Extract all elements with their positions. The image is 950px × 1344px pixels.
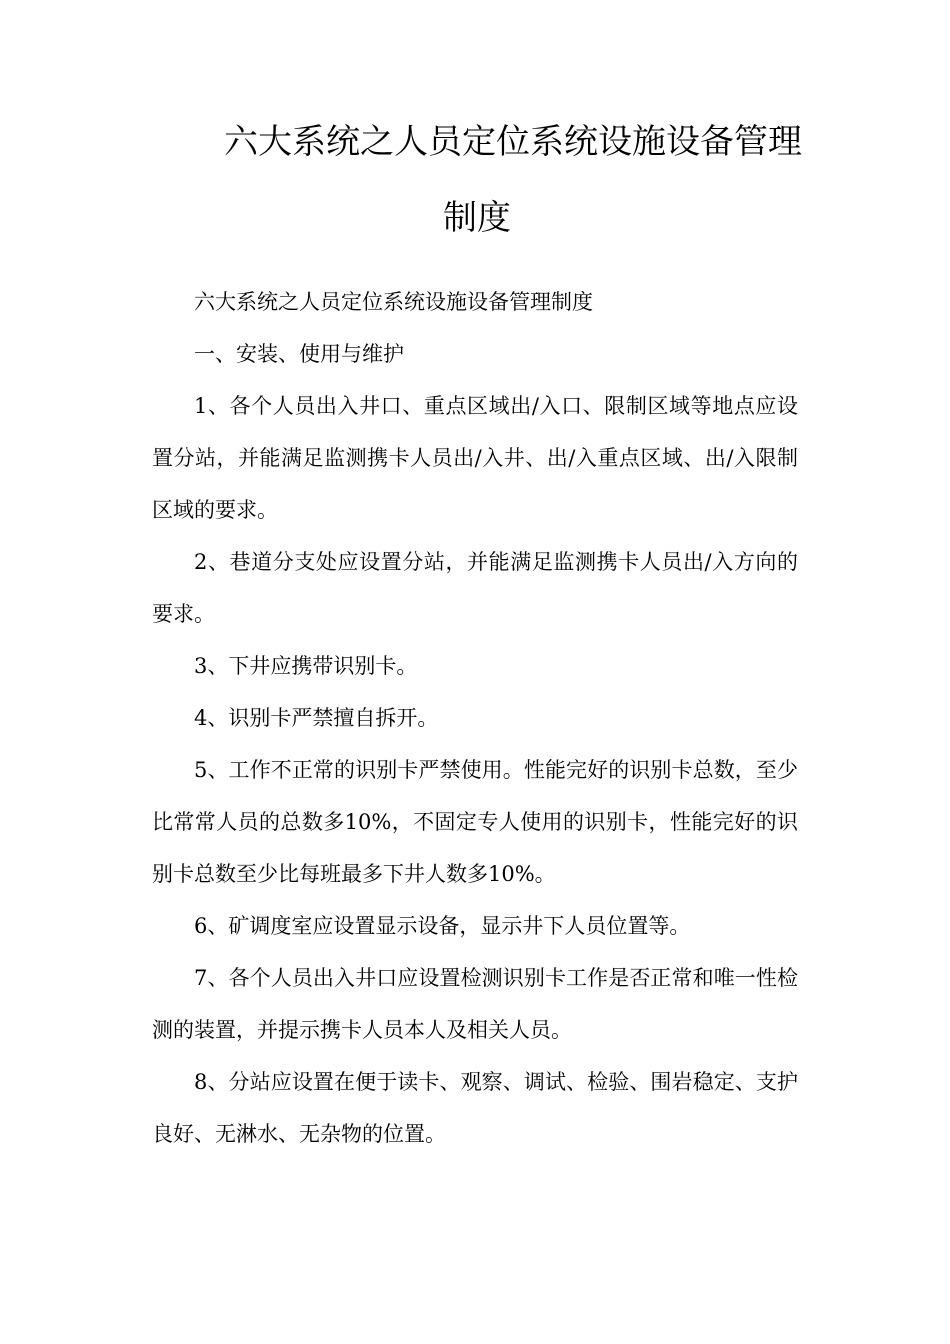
paragraph-item-6: 6、矿调度室应设置显示设备，显示井下人员位置等。 (194, 914, 691, 938)
section-heading: 一、安装、使用与维护 (194, 342, 404, 366)
document-title-line1: 六大系统之人员定位系统设施设备管理 (224, 122, 802, 162)
paragraph-item-4: 4、识别卡严禁擅自拆开。 (194, 706, 439, 730)
paragraph-item-5: 5、工作不正常的识别卡严禁使用。性能完好的识别卡总数，至少比常常人员的总数多10%，不固定专人使用的识别卡，性能完好的识别卡总数至少比每班最多下井人数多10%。 (152, 758, 798, 886)
paragraph-item-1: 1、各个人员出入井口、重点区域出/入口、限制区域等地点应设置分站，并能满足监测携卡人员出/入井、出/入重点区域、出/入限制区域的要求。 (152, 394, 798, 522)
paragraph-item-3: 3、下井应携带识别卡。 (194, 654, 418, 678)
paragraph-item-8: 8、分站应设置在便于读卡、观察、调试、检验、围岩稳定、支护良好、无淋水、无杂物的位置。 (152, 1070, 798, 1146)
paragraph-heading: 六大系统之人员定位系统设施设备管理制度 (194, 290, 593, 314)
document-body (152, 276, 798, 1160)
paragraph-item-7: 7、各个人员出入井口应设置检测识别卡工作是否正常和唯一性检测的装置，并提示携卡人员本人及相关人员。 (152, 966, 798, 1042)
document-title-line2: 制度 (443, 198, 511, 238)
paragraph-item-2: 2、巷道分支处应设置分站，并能满足监测携卡人员出/入方向的要求。 (152, 550, 798, 626)
